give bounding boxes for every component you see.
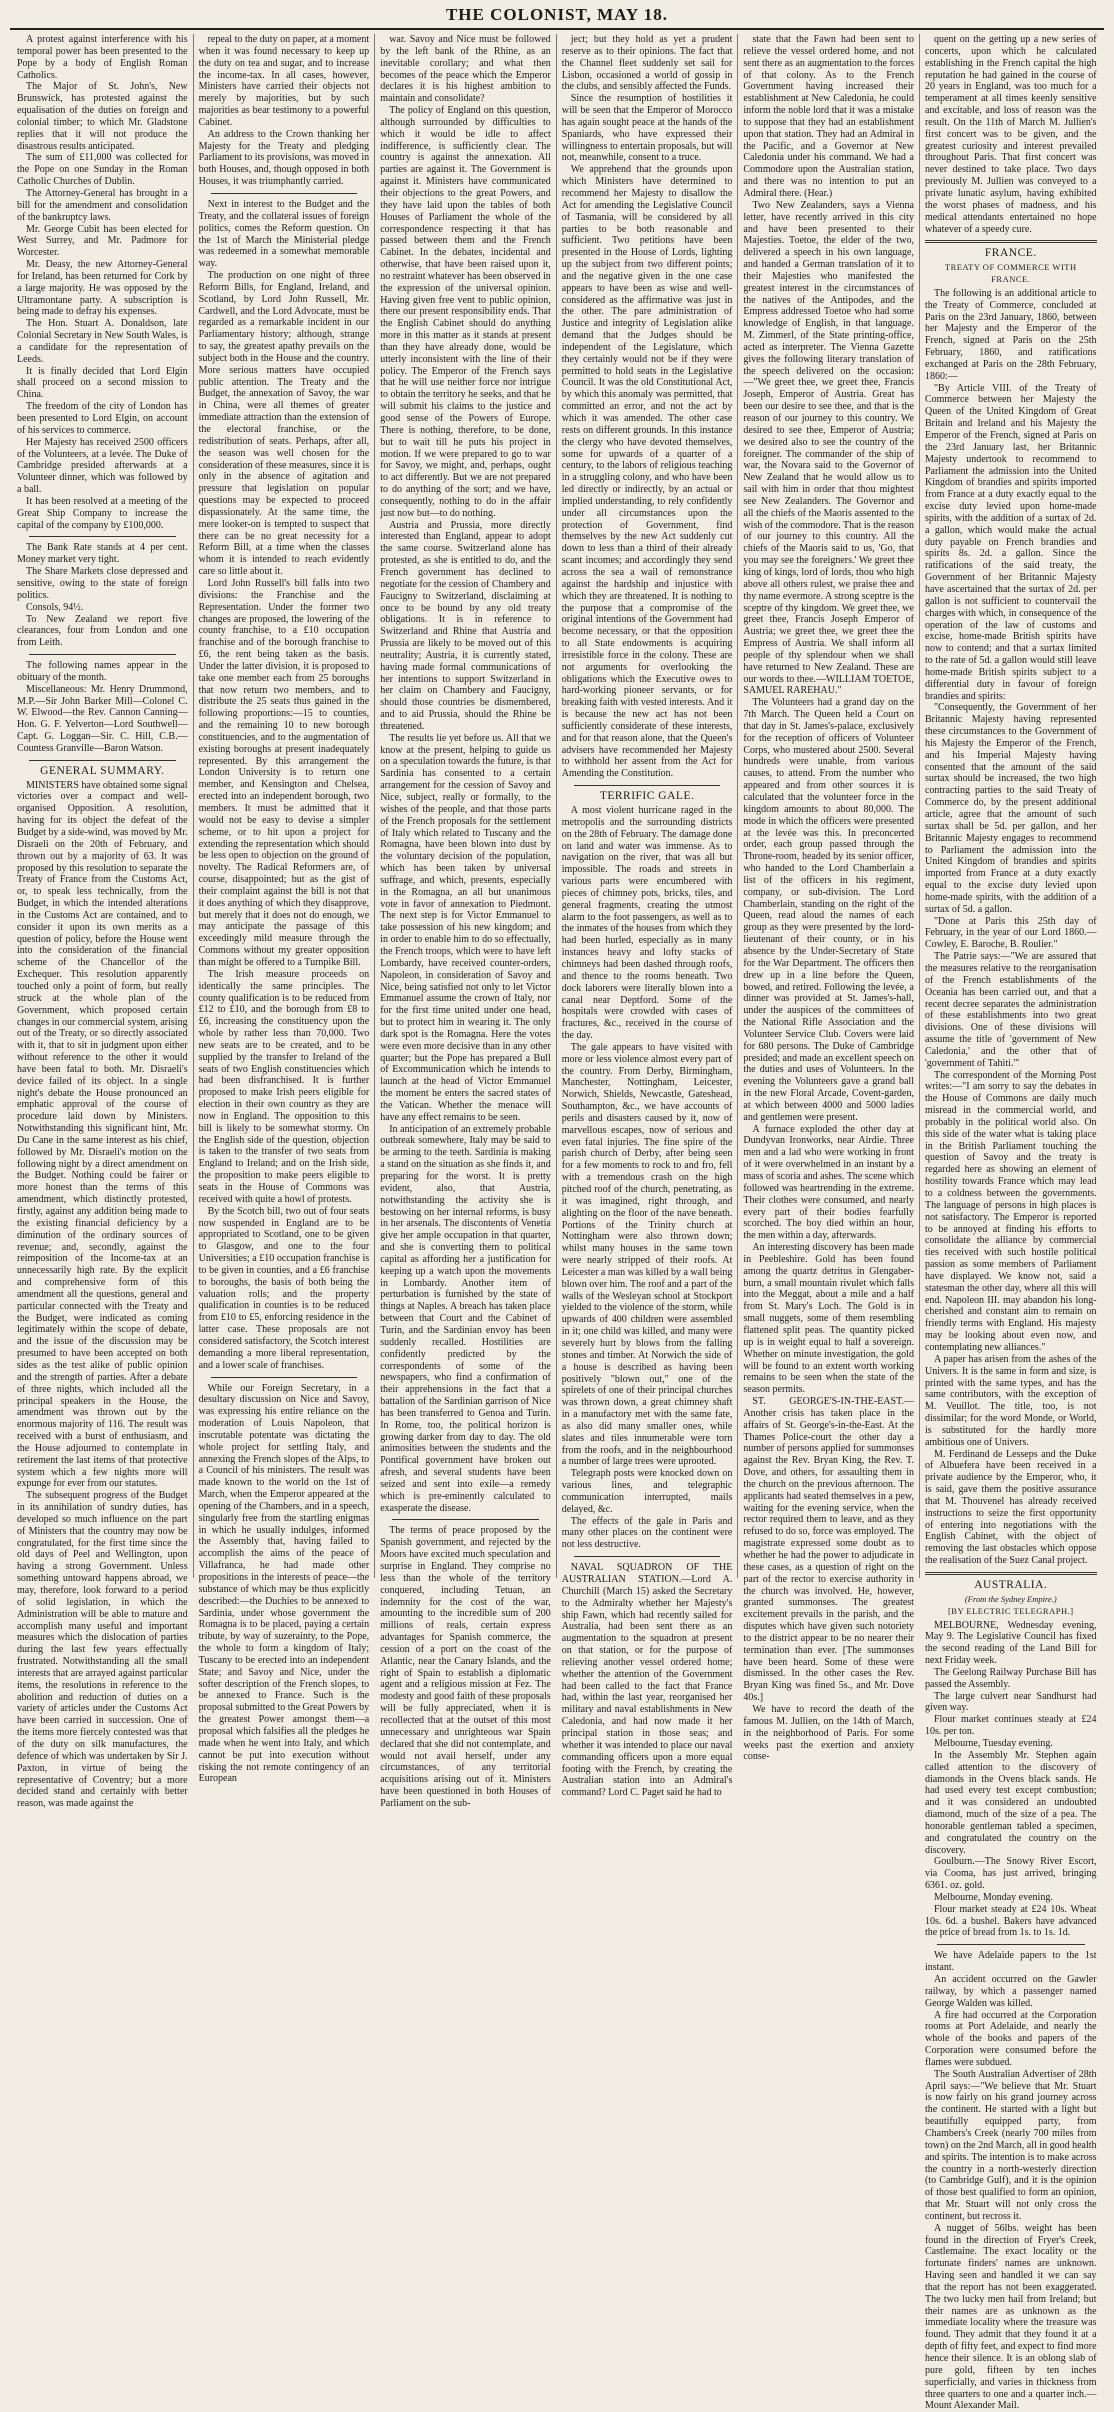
article-paragraph: A fire had occurred at the Corporation rooms at Port Adelaide, and nearly the whole of the books and papers of the Corporation were consumed before the flames were subdued. <box>924 2009 1097 2068</box>
article-paragraph: The Patrie says:—"We are assured that the measures relative to the reorganisation of the French establishments of the Oceania has been carried out, and that a recent decree separates the administration of these establishments into two great divisions. One of these divisions will assume the title of 'government of New Caledonia,' and the other that of 'government of Tahiti.'" <box>924 951 1097 1069</box>
article-paragraph: MELBOURNE, Wednesday evening, May 9. The Legislative Council has fixed the second reading of the Land Bill for next Friday week. <box>924 1619 1097 1667</box>
article-paragraph: The Irish measure proceeds on identically the same principles. The county qualification is to be reduced from £12 to £10, and the borough from £8 to £6, increasing the constituency upon the whole by rather less than 70,000. Two new seats are to be created, and to be supplied by the transfer to Ireland of the seats of two English constituencies which had been disfranchised. It is further proposed to make Irish peers eligible for election in their own country as they are now in England. The opposition to this bill is likely to be somewhat stormy. On the English side of the question, objection is taken to the transfer of two seats from England to Ireland; and on the Irish side, the proposition to make peers eligible to seats in the House of Commons was received with quite a howl of protests. <box>198 968 370 1205</box>
article-paragraph: The terms of peace proposed by the Spanish government, and rejected by the Moors have excited much speculation and surprise in England. They comprise no less than the whole of the territory conquered, including Tetuan, an indemnity for the cost of the war, amounting to the incredible sum of 200 millions of reals, certain express advantages for Spanish commerce, the cession of a port on the coast of the Atlantic, near the Canary Islands, and the right of Spain to establish a diplomatic agent and a religious mission at Fez. The modesty and good faith of these proposals will be fully appreciated, when it is recollected that at the outset of this most unnecessary and unrighteous war Spain declared that she did not contemplate, and would not avail herself, under any circumstances, of any territorial acquisitions arising out of it. Ministers have been questioned in both Houses of Parliament on the sub- <box>380 1525 551 1809</box>
article-paragraph: The following is an additional article to the Treaty of Commerce, concluded at Paris on the 23rd January, 1860, between her Majesty and the Emperor of the French, signed at Paris on the 25th February, 1860, and ratifications exchanged at Paris on the 28th February, 1860:— <box>924 287 1097 382</box>
columns <box>12 34 1102 2412</box>
news-item: The Hon. Stuart A. Donaldson, late Colonial Secretary in New South Wales, is a candidate for the representation of Leeds. <box>17 318 188 365</box>
market-item: Consols, 94½. <box>26 601 84 613</box>
article-paragraph: An address to the Crown thanking her Majesty for the Treaty and pledging Parliament to its provisions, was moved in both Houses, and, though opposed in both Houses, it was triumphantly carried. <box>198 128 370 188</box>
article-paragraph: M. Ferdinand de Lesseps and the Duke of Albuefera have been received in a private audience by the Emperor, who, it is said, gave them the positive assurance that M. Thouvenel has already received instructions to seize the first opportunity of entering into negotiations with the English Cabinet, with the object of removing the last obstacles which oppose the realisation of the Suez Canal project. <box>924 1448 1097 1567</box>
section-subheading: [BY ELECTRIC TELEGRAPH.] <box>947 1605 1074 1616</box>
article-paragraph: Two New Zealanders, says a Vienna letter, have recently arrived in this city and have been presented to their Majesties. Toetoe, the elder of the two, delivered a speech in his own language, and handed a German translation of it to their Majesties who manifested the greatest interest in the circumstances of the natives of the Antipodes, and the Empress addressed Toetoe who had some knowledge of English, in that language. M. Zimmerl, of the State printing-office, acted as interpreter. The Vienna Gazette gives the following literary translation of the speech delivered on the occasion:—"We greet thee, we greet thee, Francis Joseph, Emperor of Austria. Great has been our desire to see thee, and that is the reason of our journey to this country. We desired to see thee, Emperor of Austria; we desired also to see the country of the foreigner. The commander of the ship of war, the Novara said to the Governor of New Zealand that he would allow us to sail with him in order that thou mightest see New Zealanders. The Governor and all the chiefs of the Maoris assented to the wish of the commodore. That is the reason of our journey to this country. All the chiefs of the Maoris said to us, 'Go, that you may see the foreigners.' We greet thee king of kings, lord of lords, thou who high above all others rulest, we praise thee and thy name evermore. A strong sceptre is the sceptre of thy kingdom. We greet thee, we greet thee, Francis Joseph Emperor of Austria; we greet thee, we greet thee the Empress of Austria. We shall inform all people of thy splendour when we shall have returned to New Zealand. These are our words to thee.—WILLIAM TOETOE, SAMUEL RAREHAU." <box>743 199 914 697</box>
section-heading: FRANCE. <box>984 247 1037 260</box>
section-heading: AUSTRALIA. <box>974 1579 1048 1591</box>
article-paragraph: We have to record the death of the famous M. Jullien, on the 14th of March, in the neighborhood of Paris. For some weeks past the exertion and anxiety conse- <box>743 1703 914 1763</box>
article-paragraph: repeal to the duty on paper, at a moment when it was found necessary to keep up the duty on tea and sugar, and to increase the income-tax. In all cases, however, Ministers have carried their objects not merely by majorities, but by such majorities as bear testimony to a powerful Cabinet. <box>198 34 370 128</box>
news-item: Her Majesty has received 2500 officers of the Volunteers, at a levée. The Duke of Cambridge presided afterwards at a Volunteer dinner, which was followed by a ball. <box>17 436 188 496</box>
divider <box>574 1556 721 1557</box>
news-item: The Major of St. John's, New Brunswick, has protested against the equalisation of the duties on foreign and colonial timber; to which Mr. Gladstone replies that it will not produce the disastrous results anticipated. <box>17 81 188 152</box>
masthead <box>10 2 1104 30</box>
column-2 <box>194 34 376 1785</box>
article-paragraph: In the Assembly Mr. Stephen again called attention to the discovery of diamonds in the Ovens black sands. He had used every test except combustion; and it was considered an undoubted diamond, much of the size of a pea. The honorable gentleman tabled a specimen, and congratulated the country on the discovery. <box>924 1749 1097 1856</box>
article-paragraph: We apprehend that the grounds upon which Ministers have determined to recommend her Majesty to disallow the Act for amending the Legislative Council of Tasmania, will be considered by all parties to be both reasonable and sufficient. Two petitions have been presented in the House of Lords, lighting up the subject from two different points; and the negative given in the one case appears to have been as wise and well-considered as the affirmative was just in the other. The pare administration of Justice and integrity of Legislation alike demand that the Judges should be independent of the Legislature, which they certainly would not be if they were permitted to hold seats in the Legislative Council. It was the old Constitutional Act, by which this anomaly was permitted, that committed an error, and not the act by which it was amended. The other case rests on different grounds. In this instance the clergy who have devoted themselves, some for upwards of a quarter of a century, to the labors of religious teaching in a struggling colony, and who have been led directly or indirectly, by an actual or implied understanding, to rely confidently under all circumstances upon the protection of Government, find themselves by the new Act suddenly cut down to less than a third of their already scant incomes; and accordingly they send across the sea a wail of remonstrance against the hardship and injustice with which they are threatened. It is nothing to the purpose that a compromise of the original intentions of the Government had become necessary, or that the opposition to all State endowments is acquiring irresistible force in the colony. These are not arguments for overlooking the obligations which the Executive owes to hard-working pioneer servants, or for breaking faith with vested interests. And it is because the new act has not been sufficiently considerate of these interests, and for that reason alone, that the Queen's advisers have recommended her Majesty to withhold her assent from the Act for Amending the Constitution. <box>561 164 733 780</box>
article-paragraph: Next in interest to the Budget and the Treaty, and the collateral issues of foreign politics, comes the Reform question. On the 1st of March the Ministerial pledge was redeemed in a somewhat memorable way. <box>198 198 370 270</box>
article-paragraph: Melbourne, Tuesday evening. <box>933 1737 1053 1749</box>
column-1 <box>12 34 194 1810</box>
column-3 <box>375 34 557 1809</box>
article-paragraph: The large culvert near Sandhurst had given way. <box>924 1690 1097 1714</box>
news-item: The sum of £11,000 was collected for the Pope on one Sunday in the Roman Catholic Churches of Dublin. <box>17 152 188 188</box>
section-subheading: TREATY OF COMMERCE WITH FRANCE. <box>944 262 1077 285</box>
article-paragraph: "Done at Paris this 25th day of February, in the year of our Lord 1860.—Cowley, E. Baroche, B. Roulier." <box>924 915 1097 951</box>
article-paragraph: "Consequently, the Government of her Britannic Majesty having represented these circumstances to the Government of his Majesty the Emperor of the French, and his Imperial Majesty having consented that the amount of the said surtax should be increased, the two high contracting parties to the said Treaty of Commerce do, by the present additional article, agree that the amount of such surtax shall be 5d. per gallon, and her Britannic Majesty engages to recommend to Parliament the admission into the United Kingdom of brandies and spirits imported from France at a duty exactly equal to the excise duty levied upon home-made spirits, with the addition of a surtax of 5d. a gallon. <box>924 702 1097 915</box>
divider <box>574 785 721 786</box>
news-item: Mr. George Cubit has been elected for West Surrey, and Mr. Padmore for Worcester. <box>17 223 188 259</box>
article-paragraph: MINISTERS have obtained some signal victories over a compact and well-organised Opposition. A resolution, having for its object the defeat of the Budget by a side-wind, was moved by Mr. Disraeli on the 20th of February, and thrown out by a majority of 63. It was proposed by this resolution to separate the Treaty of France from the Customs Act, or, to speak less technically, from the Budget, in which the intended alterations in the Customs Act are contained, and to consider it upon its own merits as a question of policy, before the House went into the consideration of the financial scheme of the Chancellor of the Exchequer. This resolution apparently touched only a point of form, but really struck at the whole plan of the Government, which proposed certain changes in our commercial system, arising out of the Treaty, or so directly associated with it, that to sit in judgment upon either without reference to the other it would have been fatal to both. Mr. Disraeli's device failed of its object. In a single night's debate the House pronounced an emphatic approval of the course of procedure laid down by Ministers. Notwithstanding this significant hint, Mr. Du Cane in the same interest as his chief, followed by Mr. Disraeli's motion on the following night by a direct amendment on the Budget. Nothing could be fairer or more honest than the terms of this amendment, which distinctly protested, firstly, against any addition being made to the existing financial deficiency by a diminution of the ordinary sources of revenue; and, secondly, against the reimposition of the Income-tax at an unnecessarily high rate. By the explicit and comprehensive form of this amendment all the questions, general and particular connected with the Treaty and the Budget, were indicated as coming legitimately within the scope of debate, and the issue of the discussion may be presumed to have been accepted on both sides as the test alike of public opinion and the strength of parties. After a debate of three nights, which included all the principal speakers in the House, the amendment was thrown out by the enormous majority of 116. The result was received with a burst of enthusiasm, and the House adjourned to contemplate in retirement the last items of that protective system which a few nights more will expunge for ever from our statutes. <box>17 779 188 1490</box>
divider <box>925 240 1097 243</box>
article-paragraph: A nugget of 56lbs. weight has been found in the direction of Fryer's Creek, Castlemaine. The exact locality or the fortunate finders' names are unknown. Having seen and handled it we can say that the report has not been exaggerated. The two lucky men hail from Ireland; but their names are as unknown as the immediate locality where the treasure was found. They admit that they found it at a depth of fifty feet, and expect to find more hence their silence. It is an oblong slab of pure gold, fifteen by ten inches superficially, and varies in thickness from three quarters to one and a quarter inch.—Mount Alexander Mail. <box>924 2222 1097 2412</box>
article-paragraph: quent on the getting up a new series of concerts, upon which he calculated establishing in the French capital the high reputation he had gained in the course of 20 years in England, was too much for a temperament at all times keenly sensitive and excitable, and loss of reason was the result. On the 11th of March M. Jullien's first concert was to be given, and the greatest curiosity and interest prevailed throughout Paris. That first concert was never destined to take place. Two days previously M. Jullien was conveyed to a private lunatic asylum, having exhibited the worst phases of madness, and his medical attendants entertained no hope whatever of a speedy cure. <box>924 34 1097 235</box>
divider <box>392 1519 539 1520</box>
article-paragraph: In anticipation of an extremely probable outbreak somewhere, Italy may be said to be arming to the teeth. Sardinia is making a stand on the situation as she finds it, and preparing for the worst. It is pretty evident, also, that Austria, notwithstanding the activity she is bestowing on her internal reforms, is busy in her arsenals. The discontents of Venetia give her ample occupation in that quarter, and she is converting them to political capital as affording her a justification for keeping up a watch upon the movements in Lombardy. Another item of perturbation is furnished by the state of things at Naples. A breach has taken place between that Court and the Cabinet of Turin, and the Sardinian envoy has been suddenly recalled. Hostilities are confidently predicted by the correspondents of some of the newspapers, who find a confirmation of their apprehensions in the fact that a battalion of the Sardinian garrison of Nice has been transferred to Genoa and Turin. In Rome, too, the political horizon is growing darker from day to day. The old animosities between the students and the Pontifical government have broken out afresh, and several students have been seized and sent into exile—a remedy which is pre-eminently calculated to exasperate the disease. <box>380 1123 551 1514</box>
article-paragraph: ject; but they hold as yet a prudent reserve as to their opinions. The fact that the Channel fleet suddenly set sail for Lisbon, occasioned a world of gossip in the clubs, and sensibly affected the Funds. <box>561 34 733 93</box>
article-paragraph: Lord John Russell's bill falls into two divisions: the Franchise and the Representation. Under the former two changes are proposed, the lowering of the county franchise, to a £10 occupation franchise and of the borough franchise to £6, the rent being taken as the basis. Under the latter division, it is proposed to take one member each from 25 boroughs that now return two members, and to distribute the 25 seats thus gained in the following proportions:—15 to counties, and the remaining 10 to new borough constituencies, and to the augmentation of existing boroughs at present inadequately represented. By this arrangement the London University is to return one member, and Kensington and Chelsea, erected into an independent borough, two members. It must be admitted that it would not be easy to devise a simpler scheme, or to hit upon a project for extending the representation which should be less open to objection on the ground of novelty. The Radical Reformers are, of course, disappointed; but as the gist of their complaint against the bill is not that it does anything of which they disapprove, but merely that it does not do enough, we may anticipate the passage of this exceedingly mild measure through the Commons without my greater opposition than might be offered to a Turnpike Bill. <box>198 577 370 968</box>
article-paragraph: The policy of England on this question, although surrounded by difficulties to which it would be idle to affect indifference, is sufficiently clear. The country is against the annexation. All parties are against it. The Government is against it. Ministers have communicated their objections to the great Powers, and they have laid upon the tables of both Houses of Parliament the whole of the correspondence respecting it that has passed between them and the French Cabinet. In the debates, incidental and otherwise, that have been raised upon it, no restraint whatever has been observed in the expression of the universal opinion. Having given free vent to public opinion, there our present responsibility ends. That the English Cabinet should do anything more in this matter as it stands at present than they have already done, would be utterly inconsistent with the line of their policy. The Emperor of the French says that he will use neither force nor intrigue to obtain the territory he seeks, and that he will submit his claims to the justice and good sense of the Powers of Europe. There is nothing, therefore, to be done, but to wait till he puts his project in motion. If we were prepared to go to war for Savoy, we might, and, perhaps, ought to act differently. But we are not prepared to do anything of the sort; and we have, consequently, nothing to do in the affair just now but—to do nothing. <box>380 105 551 519</box>
market-item: The Share Markets close depressed and sensitive, owing to the state of foreign politics. <box>17 566 188 601</box>
market-item: The Bank Rate stands at 4 per cent. Money market very tight. <box>17 542 188 566</box>
divider <box>29 760 176 761</box>
article-paragraph: The subsequent progress of the Budget in its annihilation of sundry duties, has developed so much influence on the part of Ministers that the country may now be congratulated, for the first time since the old days of Peel and Wellington, upon having a strong Government. Unless something untoward happens abroad, we may, therefore, look forward to a period of solid legislation, in which the Administration will be able to mature and accomplish many useful and important measures which the dislocation of parties during the last few years effectually frustrated. Notwithstanding all the small interests that are arrayed against particular items, the resolutions in reference to the abolition and reduction of duties on a variety of articles under the Customs Act have been carried in succession. One of the items more fiercely contested was that of the duty on silk manufactures, the defence of which was undertaken by Sir J. Paxton, in virtue of being the representative of Coventry; but a more decided stand and certainly with better reason, was made against the <box>17 1490 188 1810</box>
obituary-item: The following names appear in the obituary of the month. <box>17 660 188 683</box>
news-item: The freedom of the city of London has been presented to Lord Elgin, on account of his services to commerce. <box>17 401 188 436</box>
column-4 <box>557 34 739 1799</box>
article-paragraph: Goulburn.—The Snowy River Escort, via Cooma, has just arrived, bringing 6361. oz. gold. <box>924 1856 1097 1892</box>
article-paragraph: We have Adelaide papers to the 1st instant. <box>924 1950 1097 1974</box>
section-heading: GENERAL SUMMARY. <box>40 764 165 777</box>
article-paragraph: Since the resumption of hostilities it will be seen that the Emperor of Morocco has again sought peace at the hands of the Spaniards, who have expressed their willingness to entertain proposals, but will not, meanwhile, consent to a truce. <box>561 93 733 164</box>
article-paragraph: While our Foreign Secretary, in a desultary discussion on Nice and Savoy, was expressing his entire reliance on the moderation of Louis Napoleon, that inscrutable potentate was dictating the whole project for settling Italy, and annexing the French slopes of the Alps, to a Council of his ministers. The result was made known to the world on the 1st of March, when the Emperor appeared at the opening of the Chambers, and in a speech, singularly free from the startling enigmas in which he usually indulges, informed the Assembly that, having failed to accomplish the aims of the peace of Villafranca, he had made other propositions in the interests of peace—the substance of which may be thus explicitly described:—the Duchies to be annexed to Sardinia, under whose government the Romagna is to be placed, paying a certain tribute, by way of suzerainty, to the Pope, the whole to form a kingdom of Italy; Tuscany to be erected into an independent State; and Savoy and Nice, under the softer description of the French slopes, to be annexed to France. Such is the proposal submitted to the Great Powers by the greatest Power amongst them—a proposal which falsifies all the pledges he made when he went into Italy, and which cannot be put into execution without risking the not remote contingency of an European <box>198 1382 370 1785</box>
divider <box>937 1944 1085 1945</box>
divider <box>925 1572 1097 1575</box>
divider <box>211 1377 358 1378</box>
article-paragraph: By the Scotch bill, two out of four seats now suspended in England are to be appropriated to Scotland, one to be given to Glasgow, and one to the four Universities; a £10 occupation franchise is to be given in counties, and a £6 franchise to boroughs, the basis of both being the valuation rolls; and the property qualification in counties is to be reduced from £10 to £5, enforcing residence in the latter case. These proposals are not considered satisfactory, the Scotch interest demanding a more liberal representation, and a lower scale of franchises. <box>198 1205 370 1371</box>
article-paragraph: state that the Fawn had been sent to relieve the vessel ordered home, and not sent there as an augmentation to the forces of that colony. As to the French Government having increased their establishment at New Caledonia, he could inform the noble lord that it was a mistake to suppose that they had an establishment upon that station. They had an Admiral in the Pacific, and a Governor at New Caledonia under his command. We had a Commodore upon the Australian station, and there was no intention to put an Admiral there. (Hear.) <box>743 34 914 199</box>
article-paragraph: Telegraph posts were knocked down on various lines, and telegraphic communication interrupted, mails delayed, &c. <box>561 1468 733 1515</box>
news-item: It is finally decided that Lord Elgin shall proceed on a second mission to China. <box>17 365 188 401</box>
divider <box>29 536 176 537</box>
article-paragraph: The effects of the gale in Paris and many other places on the continent were not less destructive. <box>561 1515 733 1551</box>
article-paragraph: A most violent hurricane raged in the metropolis and the surrounding districts on the 28th of February. The damage done on land and water was immense. As to navigation on the river, that was all but impossible. The roads and streets in various parts were encumbered with pieces of chimney pots, bricks, tiles, and general fragments, creating the utmost alarm to the foot passengers, as well as to the inmates of the houses from which they had been hurled, especially as in many instances heavy and lofty stacks of chimneys had been dashed through roofs, and thence to the rooms beneath. Two dock laborers were literally blown into a canal near Deptford. Some of the hospitals were crowded with cases of fractures, &c., received in the course of the day. <box>561 805 733 1042</box>
article-paragraph: Melbourne, Monday evening. <box>933 1891 1053 1903</box>
column-5 <box>738 34 920 1763</box>
article-paragraph: A paper has arisen from the ashes of the Univers. It is the same in form and size, is printed with the same types, and has the same contributors, with the exception of M. Veuillot. The title, too, is not dissimilar; for the word Monde, or World, is substituted for the hardly more ambitious one of Univers. <box>924 1353 1097 1448</box>
article-paragraph: war. Savoy and Nice must be followed by the left bank of the Rhine, as an inevitable corollary; and what then becomes of the peace which the Emperor declares it is his highest ambition to maintain and consolidate? <box>380 34 551 105</box>
section-heading: TERRIFIC GALE. <box>599 790 695 803</box>
section-source: (From the Sydney Empire.) <box>964 1593 1057 1604</box>
news-item: Mr. Deasy, the new Attorney-General for Ireland, has been returned for Cork by a large majority. He was opposed by the Ultramontane party. A subscription is being made to defray his expenses. <box>17 259 188 318</box>
article-paragraph: Flour market continues steady at £24 10s. per ton. <box>924 1714 1097 1738</box>
article-paragraph: "By Article VIII. of the Treaty of Commerce between her Majesty the Queen of the United Kingdom of Great Britain and Ireland and his Majesty the Emperor of the French, signed at Paris on the 23rd January last, her Britannic Majesty undertook to recommend to Parliament the admission into the United Kingdom of brandies and spirits imported from France at a duty exactly equal to the excise duty levied upon home-made spirits, with the addition of a surtax of 2d. a gallon, which would make the actual duty payable on French brandies and spirits 8s. 2d. a gallon. Since the ratifications of the said treaty, the Government of her Britannic Majesty have ascertained that the surtax of 2d. per gallon is not sufficient to countervail the charges with which, in consequence of the operation of the law of customs and excise, home-made British spirits have now to contend; and that a surtax limited to the rate of 5d. a gallon would still leave home-made British spirits subject to a differential duty in favour of foreign brandies and spirits: <box>924 382 1097 702</box>
page-title: THE COLONIST, MAY 18. <box>445 5 669 24</box>
article-paragraph: The production on one night of three Reform Bills, for England, Ireland, and Scotland, by Lord John Russell, Mr. Cardwell, and the Lord Advocate, must be regarded as a remarkable incident in our Parliamentary history; although, strange to say, the greatest apathy prevails on the subject both in the House and the country. More serious matters have occupied public attention. The Treaty and the Budget, the annexation of Savoy, the war in China, were all themes of greater immediate attraction than the extension of the electoral franchise, or the redistribution of seats. Perhaps, after all, the season was well chosen for the consideration of these measures, since it is only in the absence of agitation and pressure that legislation on popular questions may be expected to proceed dispassionately. At the same time, the mere looker-on is tempted to suspect that there can be no great necessity for a Reform Bill, at a time when the classes whom it is intended to reach evidently care so little about it. <box>198 270 370 578</box>
article-paragraph: Flour market steady at £24 10s. Wheat 10s. 6d. a bushel. Bakers have advanced the price of bread from 1s. to 1s. 1d. <box>924 1903 1097 1939</box>
news-item: The Attorney-General has brought in a bill for the amendment and consolidation of the bankruptcy laws. <box>17 187 188 223</box>
news-item: It has been resolved at a meeting of the Great Ship Company to increase the capital of the company by £100,000. <box>17 495 188 531</box>
article-paragraph: The South Australian Advertiser of 28th April says:—"We believe that Mr. Stuart is now fairly on his grand journey across the continent. He started with a light but beautifully equipped party, from Chambers's Creek (nearly 700 miles from town) on the 2nd March, all in good health and spirits. The intention is to make across the country in a north-westerly direction (to Cambridge Gulf), and it is the opinion of those best qualified to form an opinion, that Mr. Stuart will not only cross the continent, but recross it. <box>924 2068 1097 2222</box>
article-paragraph: The results lie yet before us. All that we know at the present, helping to guide us on a speculation towards the future, is that Sardinia has consented to a certain arrangement for the cession of Savoy and Nice, subject, really or formally, to the wishes of the people, and that those parts of the French proposals for the settlement of Italy which related to Tuscany and the Romagna, have been blown into dust by the voluntary decision of the population, which has been taken by universal suffrage, and which, presents, especially in the Romagna, an all but unanimous vote in favor of annexation to Piedmont. The next step is for Victor Emmanuel to take possession of his new kingdom; and in order to enable him to do so effectually, the French troops, which were to have left Lombardy, have received counter-orders, Napoleon, in consideration of Savoy and Nice, being satisfied not only to let Victor Emmanuel assume the crown of Italy, nor for the first time united under one head, but to protect him in wearing it. The only dark spot is the Romagna. Here the votes were even more decisive than in any other quarter; but the Pope has prepared a Bull of Excommunication which he intends to launch at the head of Victor Emmanuel the moment he enters the sacred states of the Vatican. Whether the menace will have any effect remains to be seen. <box>380 732 551 1123</box>
article-paragraph: NAVAL SQUADRON OF THE AUSTRALIAN STATION.—Lord A. Churchill (March 15) asked the Secretary to the Admiralty whether her Majesty's ship Fawn, which had recently sailed for Australia, had been sent there as an augmentation to the squadron at present on that station, or for the purpose of relieving another vessel ordered home; whether the attention of the Government had been called to the fact that France had, within the last year, reorganised her military and naval establishments in New Caledonia, and had now made it her principal station in those seas; and whether it was intended to place our naval commanding officers upon a more equal footing with the French, by creating the Australian station into an Admiral's command? Lord C. Paget said he had to <box>561 1562 733 1799</box>
news-item: A protest against interference with his temporal power has been presented to the Pope by a body of English Roman Catholics. <box>17 34 188 81</box>
article-paragraph: The Volunteers had a grand day on the 7th March. The Queen held a Court on that day in St. James's-palace, exclusively for the reception of officers of Volunteer Corps, who mustered about 2500. Several hundreds were unable, from various causes, to attend. From the number who appeared and from other sources it is calculated that the volunteer force in the kingdom amounts to about 80,000. The mode in which the officers were presented at the levée was this. In preconcerted order, each group passed through the Throne-room, headed by its senior officer, who handed to the Lord Chamberlain a list of the officers in his regiment, company, or sub-division. The Lord Chamberlain, standing on the right of the Queen, read aloud the names of each group as they were presented by the lord-lieutenant of their county, or in his absence by the Under-Secretary of State for the War Department. The officers then drew up in a line before the Queen, bowed, and retired. Following the levée, a dinner was provided at St. James's-hall, under the auspices of the committees of the National Rifle Association and the Volunteer Service Club. Covers were laid for 680 persons. The Duke of Cambridge presided; and made an excellent speech on the duties and uses of Volunteers. In the evening the Volunteers gave a grand ball in the new Floral Arcade, Covent-garden, at which between 4000 and 5000 ladies and gentlemen were present. <box>743 697 914 1123</box>
article-paragraph: An interesting discovery has been made in Peebleshire. Gold has been found among the quartz detritus in Glengaber-burn, a small mountain rivulet which falls into the Meggat, about a mile and a half from St. Mary's Loch. The Gold is in small nuggets, some of them resembling flattened split peas. The quantity picked up is in weight equal to half a sovereign. Whether on minute investigation, the gold will be found to an extent worth working remains to be seen when the state of the season permits. <box>743 1242 914 1396</box>
article-paragraph: Austria and Prussia, more directly interested than England, appear to adopt the same course. Switzerland alone has protested, as she is entitled to do, and the French government has declined to negotiate for the cession of Chambery and Faucigny to Switzerland, disclaiming at once to be bound by any old treaty obligations. It is in reference to Switzerland and Rhine that Austria and Prussia are likely to be moved out of this neutrality; Austria, it is currently stated, having made formal communications of her intentions to support Switzerland in her claim on Chambery and Faucigny, should those countries be dismembered, and to aid Prussia, should the Rhine be threatened. <box>380 519 551 732</box>
article-paragraph: The correspondent of the Morning Post writes:—"I am sorry to say the debates in the House of Commons are daily much misread in the commercial world, and probably in the political world also. On this side of the water what is taking place in the British Parliament touching the question of Savoy and the treaty is regarded here as showing an element of hostility towards France which may lead to a coldness between the governments. The language of persons in high places is not satisfactory. The Emperor is reported to be annoyed at finding his efforts to consolidate the alliance by commercial ties received with such hostile political passion as some members of Parliament have displayed. We know not, said a statesman the other day, where all this will end. Napoleon III. may abandon his long-cherished and constant aim to remain on friendly terms with England. His majesty may be looking about even now, and contemplating new alliances." <box>924 1069 1097 1353</box>
divider <box>29 654 176 655</box>
divider <box>211 193 358 194</box>
article-paragraph: A furnace exploded the other day at Dundyvan Ironworks, near Airdie. Three men and a lad who were working in front of it were overwhelmed in an instant by a mass of scoria and ashes. The scene which followed was heartrending in the extreme. Their clothes were consumed, and nearly every part of their bodies fearfully scorched. The boy died within an hour, the men within a day, afterwards. <box>743 1123 914 1242</box>
column-6 <box>920 34 1102 2412</box>
article-paragraph: The Geelong Railway Purchase Bill has passed the Assembly. <box>924 1666 1097 1690</box>
article-paragraph: An accident occurred on the Gawler railway, by which a passenger named George Walden was killed. <box>924 1974 1097 2009</box>
obituary-item: Miscellaneous: Mr. Henry Drummond, M.P.—Sir John Barker Mill—Colonel C. W. Elwood—the Rev. Cannon Canning—Hon. G. F. Yelverton—Lord Southwell—Capt. G. Loggan—Sir. C. Hill, C.B.—Countess Granville—Baron Watson. <box>17 683 188 754</box>
article-paragraph: ST. GEORGE'S-IN-THE-EAST.—Another crisis has taken place in the affairs of St. George's-in-the-East. At the Thames Police-court the other day a number of persons applied for summonses against the Rev. Bryan King, the Rev. T. Dove, and others, for assaulting them in the church on the previous afternoon. The applicants had seated themselves in a pew, waiting for the evening service, when the rector required them to leave, and as they refused to do so, force was employed. The magistrate expressed some doubt as to whether he had the power to adjudicate in these cases, as a question of right on the part of the rector to exercise authority in the church was involved. He, however, granted summonses. The greatest excitement prevails in the parish, and the disputes which have given such notoriety to the district appear to be no nearer their termination than ever. [The summonses have been heard. Some of these were dismissed. In the other cases the Rev. Bryan King was fined 5s., and Mr. Dove 40s.] <box>743 1396 914 1704</box>
article-paragraph: The gale appears to have visited with more or less violence almost every part of the country. From Derby, Birmingham, Manchester, Nottingham, Leicester, Norwich, Shields, Newcastle, Gateshead, Southampton, &c., we have accounts of perils and disasters caused by it, now of marvellous escapes, now of serious and even fatal injuries. The fine spire of the parish church of Derby, after being seen for a few moments to rock to and fro, fell with a tremendous crash on the high pitched roof of the church, penetrating, as it was imagined, right through, and alighting on the floor of the nave beneath. Portions of the Trinity church at Nottingham were also thrown down; whilst many houses in the same town were nearly stripped of their roofs. At Leicester a man was killed by a wall being blown over him. The roof and a part of the walls of the Wesleyan school at Stockport yielded to the violence of the storm, while upwards of 400 children were assembled in it; one child was killed, and many were severely hurt by blows from the falling stones and timber. At Norwich the side of a house is described as having been positively "blown out," one of the spirelets of one of their principal churches was thrown down, a great chimney shaft in a manufactory met with the same fate, as also did many smaller ones, while slates and tiles innumerable were torn from the roofs, and in the neighbourhood a number of large trees were uprooted. <box>561 1041 733 1468</box>
market-item: To New Zealand we report five clearances, four from London and one from Leith. <box>17 613 188 649</box>
